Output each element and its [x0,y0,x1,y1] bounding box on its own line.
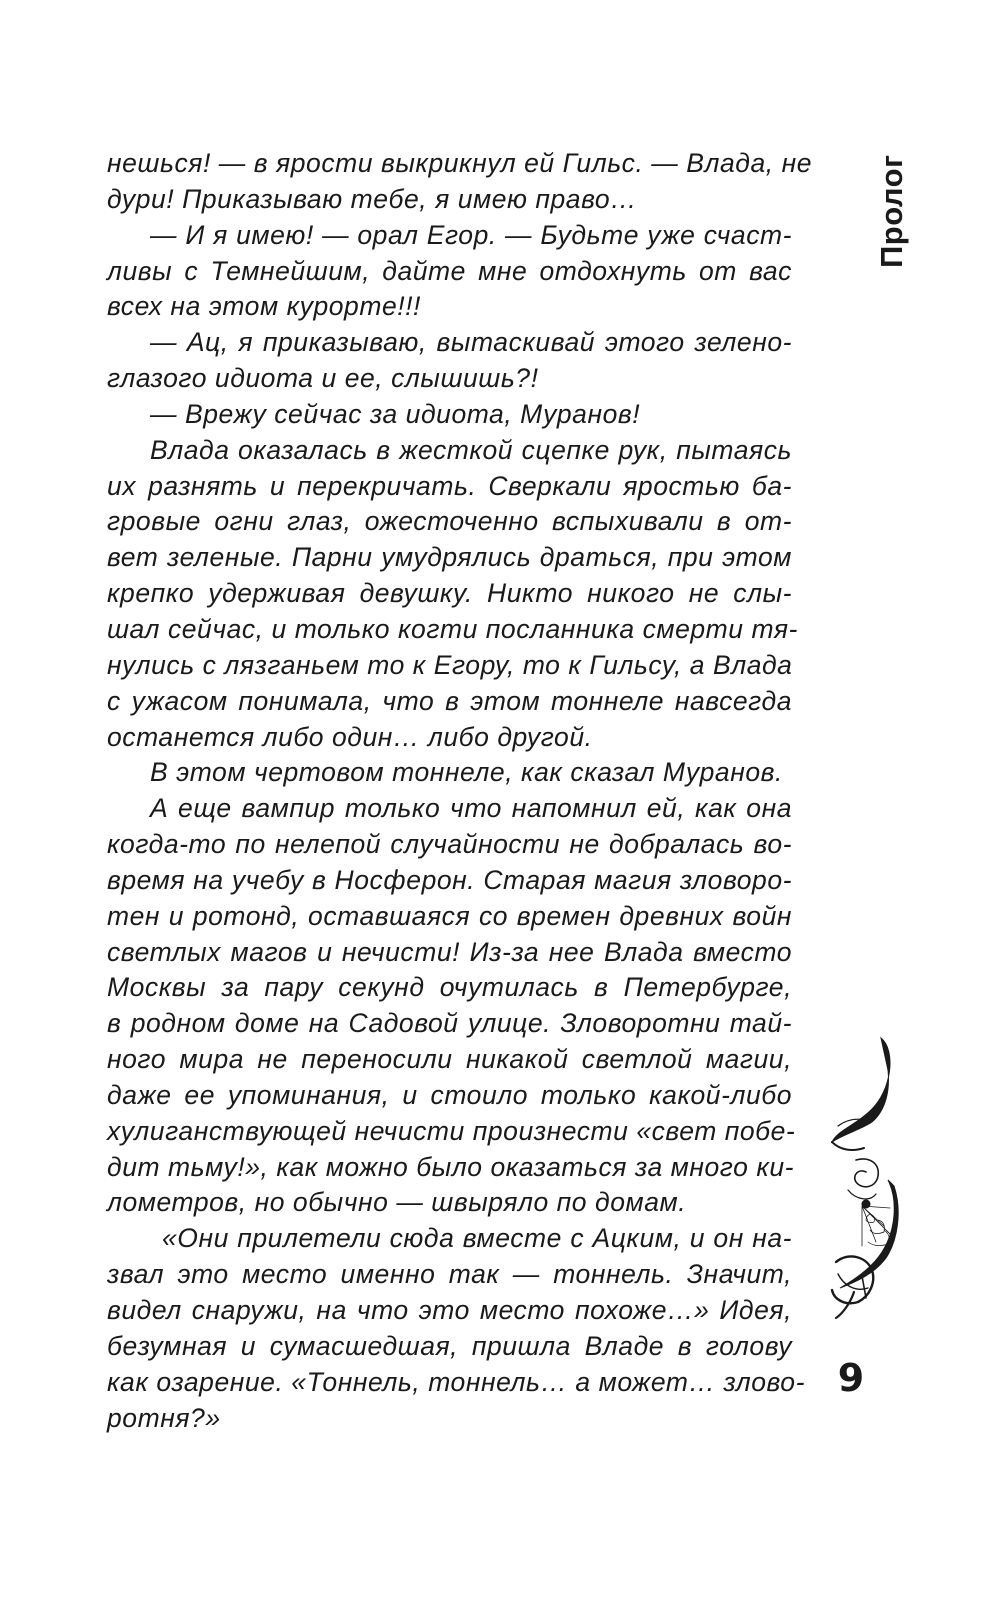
text-line: дит тьму!», как можно было оказаться за много ки- [107,1151,795,1182]
text-line: Москвы за пару секунд очутилась в Петербурге, [107,972,792,1003]
text-line: дури! Приказываю тебе, я имею право… [107,183,638,214]
text-line: В этом чертовом тоннеле, как сказал Муранов. [150,757,783,788]
text-line: в родном доме на Садовой улице. Зловоротни тай- [107,1008,792,1039]
text-line: гровые огни глаз, ожесточенно вспыхивали в от- [107,506,792,537]
running-head [822,154,909,270]
decorative-ornament-icon [826,1030,906,1330]
text-line: А еще вампир только что напомнил ей, как она [150,793,792,824]
text-line: глазого идиота и ее, слышишь?! [107,363,539,394]
text-line: хулиганствующей нечисти произнести «свет побе- [107,1115,796,1146]
text-line: — Врежу сейчас за идиота, Муранов! [150,398,641,429]
text-line: вет зеленые. Парни умудрялись драться, при этом [107,542,792,573]
text-line: «Они прилетели сюда вместе с Ацким, и он на- [162,1223,792,1254]
text-line: ливы с Темнейшим, дайте мне отдохнуть от вас [107,255,792,286]
text-line: ротня?» [107,1402,221,1433]
text-line: их разнять и перекричать. Сверкали яростью ба- [107,470,792,501]
text-line: лометров, но обычно — швыряло по домам. [107,1187,687,1218]
text-line: шал сейчас, и только когти посланника смерти тя- [107,613,798,644]
text-line: звал это место именно так — тоннель. Значит, [107,1259,792,1290]
text-line: безумная и сумасшедшая, пришла Владе в голову [107,1330,792,1361]
body-text [107,146,813,1436]
text-line: светлых магов и нечисти! Из-за нее Влада вместо [107,936,792,967]
text-line: — И я имею! — орал Егор. — Будьте уже счаст- [150,219,792,250]
text-line: всех на этом курорте!!! [107,291,421,322]
text-line: останется либо один… либо другой. [107,721,593,752]
text-line: как озарение. «Тоннель, тоннель… а может… злово- [107,1366,805,1397]
text-line: крепко удерживая девушку. Никто никого не слы- [107,578,792,609]
page-number: 9 [837,1356,865,1400]
text-line: ного мира не переносили никакой светлой магии, [107,1044,792,1075]
text-line: видел снаружи, на что это место похоже…» Идея, [107,1295,792,1325]
chapter-title: Пролог [874,154,909,268]
text-line: — Ац, я приказываю, вытаскивай этого зелено- [150,327,792,358]
text-line: Влада оказалась в жесткой сцепке рук, пытаясь [150,434,792,465]
text-line: время на учебу в Носферон. Старая магия зловоро- [107,864,792,895]
text-line: даже ее упоминания, и стоило только какой-либо [107,1079,792,1110]
text-line: нулись с лязганьем то к Егору, то к Гильсу, а Влада [107,649,793,680]
text-line: тен и ротонд, оставшаяся со времен древних войн [107,900,792,931]
text-line: с ужасом понимала, что в этом тоннеле навсегда [107,685,792,716]
text-line: нешься! — в ярости выкрикнул ей Гильс. — Влада, не [107,148,813,178]
text-line: когда-то по нелепой случайности не добралась во- [107,829,792,860]
